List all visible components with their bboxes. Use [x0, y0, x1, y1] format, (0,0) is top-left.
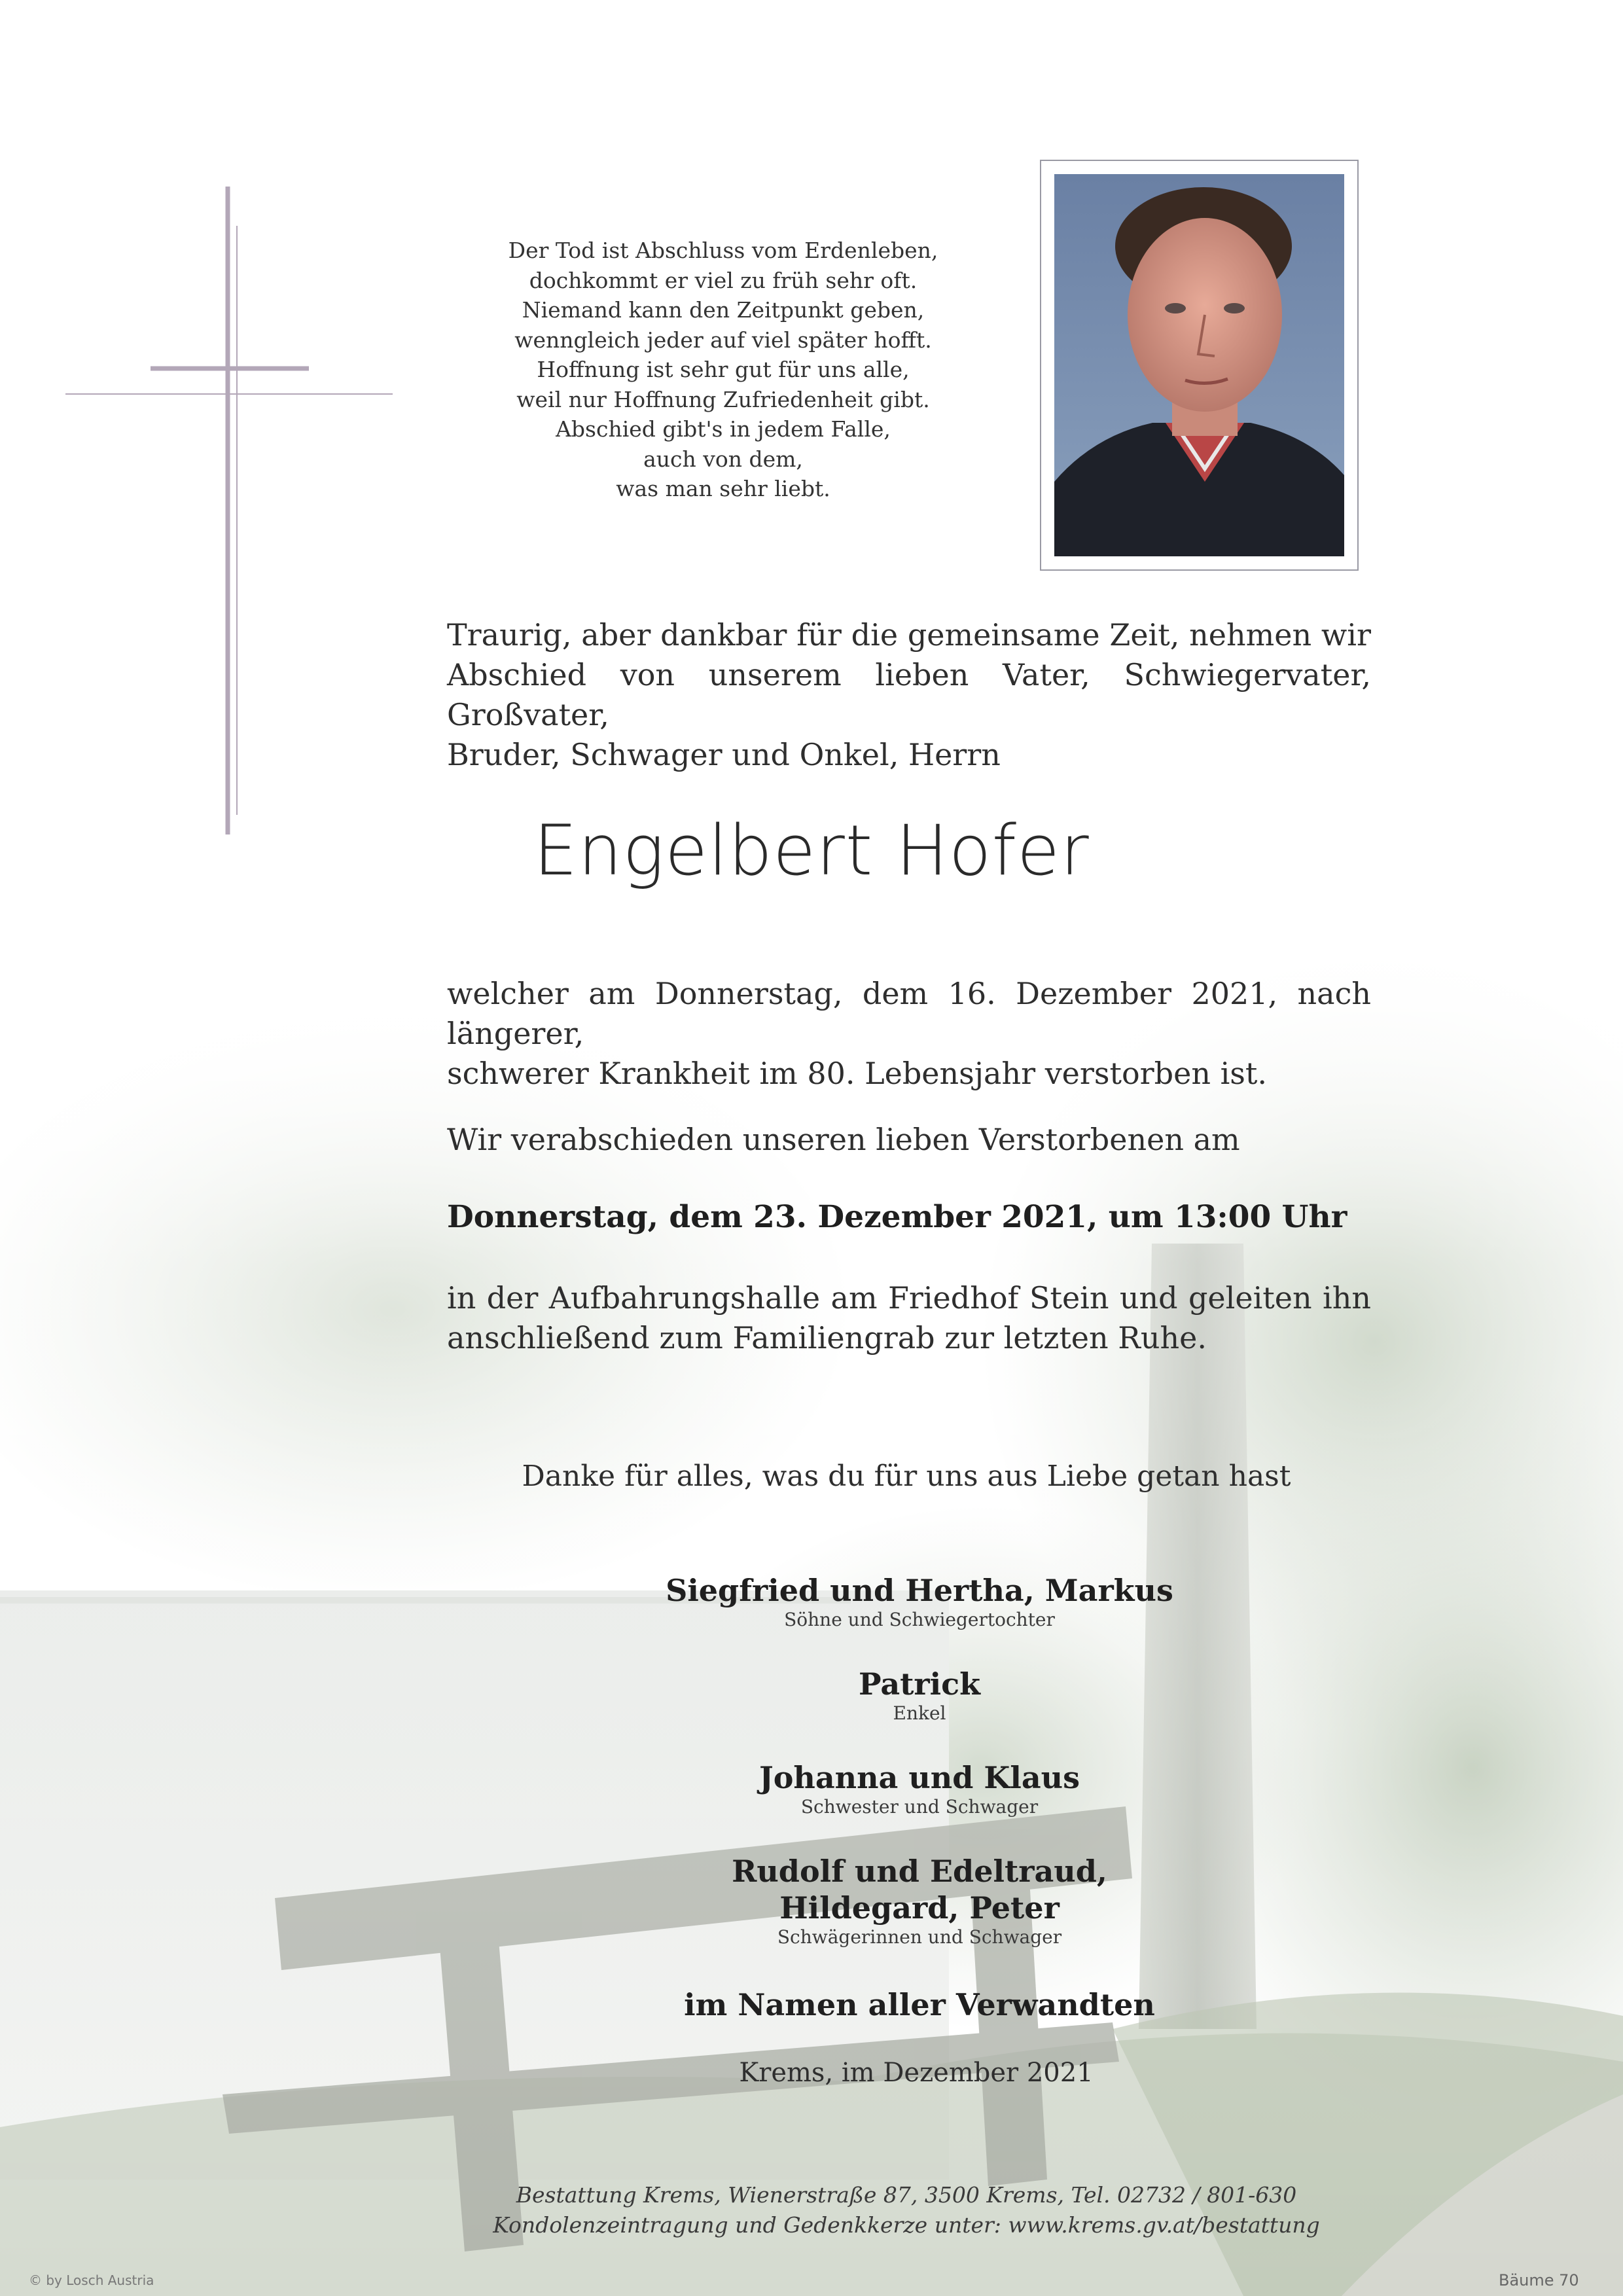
place-line: in der Aufbahrungshalle am Friedhof Stein und geleiten ihn	[447, 1280, 1371, 1316]
thanks-line: Danke für alles, was du für uns aus Liebe getan hast	[522, 1460, 1291, 1493]
mourner-relation: Söhne und Schwiegertochter	[784, 1609, 1055, 1630]
closing-signature: im Namen aller Verwandten	[684, 1987, 1155, 2022]
mourner-relation: Schwägerinnen und Schwager	[777, 1926, 1062, 1948]
intro-line: Abschied von unserem lieben Vater, Schwiegervater, Großvater,	[447, 657, 1371, 732]
poem-line: weil nur Hoffnung Zufriedenheit gibt.	[516, 386, 930, 412]
footer-address: Bestattung Krems, Wienerstraße 87, 3500 Krems, Tel. 02732 / 801-630	[516, 2182, 1297, 2208]
mourner-relation: Enkel	[893, 1702, 946, 1724]
poem-line: Niemand kann den Zeitpunkt geben,	[522, 297, 925, 323]
place-date: Krems, im Dezember 2021	[739, 2058, 1094, 2088]
mourner-relation: Schwester und Schwager	[800, 1796, 1039, 1818]
poem-line: Hoffnung ist sehr gut für uns alle,	[537, 357, 910, 382]
intro-line: Traurig, aber dankbar für die gemeinsame Zeit, nehmen wir	[447, 617, 1371, 653]
poem-line: auch von dem,	[643, 446, 803, 472]
mourner-name: Johanna und Klaus	[758, 1760, 1080, 1795]
intro-line: Bruder, Schwager und Onkel, Herrn	[447, 737, 1001, 772]
death-line: welcher am Donnerstag, dem 16. Dezember 2021, nach längerer,	[447, 976, 1371, 1051]
cross-icon	[65, 187, 399, 834]
farewell-intro: Wir verabschieden unseren lieben Verstorbenen am	[447, 1122, 1240, 1157]
ceremony-date: Donnerstag, dem 23. Dezember 2021, um 13:00 Uhr	[447, 1199, 1347, 1235]
mourners-list	[658, 1572, 1181, 2023]
poem-line: wenngleich jeder auf viel später hofft.	[514, 327, 932, 353]
poem-line: was man sehr liebt.	[616, 476, 830, 501]
poem-line: Der Tod ist Abschluss vom Erdenleben,	[508, 238, 938, 263]
ceremony-place	[447, 1278, 1371, 1358]
portrait-photo	[1054, 174, 1344, 556]
deceased-name: Engelbert Hofer	[533, 810, 1090, 891]
intro-paragraph	[447, 615, 1371, 775]
poem-line: dochkommt er viel zu früh sehr oft.	[529, 267, 918, 293]
template-code: Bäume 70	[1499, 2271, 1579, 2289]
funeral-home-footer	[0, 2180, 1623, 2240]
death-notice	[447, 974, 1371, 1094]
place-line: anschließend zum Familiengrab zur letzten Ruhe.	[447, 1320, 1207, 1355]
mourner-name: Patrick	[859, 1666, 980, 1702]
footer-condolence: Kondolenzeintragung und Gedenkkerze unter: www.krems.gv.at/bestattung	[493, 2212, 1320, 2238]
poem	[458, 236, 988, 504]
mourner-name: Rudolf und Edeltraud, Hildegard, Peter	[732, 1854, 1107, 1926]
poem-line: Abschied gibt's in jedem Falle,	[556, 416, 891, 442]
copyright-note: © by Losch Austria	[29, 2272, 154, 2288]
death-line: schwerer Krankheit im 80. Lebensjahr verstorben ist.	[447, 1056, 1268, 1091]
portrait-frame	[1040, 160, 1359, 571]
mourner-name: Siegfried und Hertha, Markus	[666, 1573, 1173, 1608]
